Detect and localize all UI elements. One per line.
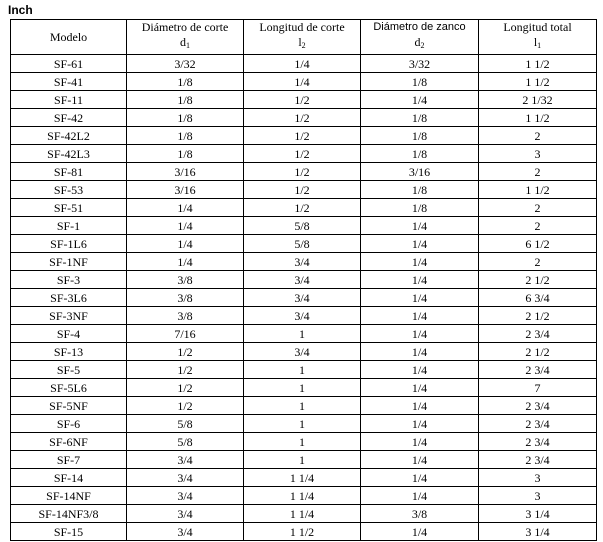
cut-length-cell: 1/4	[244, 55, 361, 73]
shank-diameter-cell: 1/4	[361, 397, 479, 415]
cut-length-cell: 1/4	[244, 73, 361, 91]
table-row	[11, 145, 597, 163]
model-cell: SF-5L6	[11, 379, 127, 397]
cut-diameter-cell: 3/8	[127, 307, 244, 325]
shank-diameter-cell: 1/4	[361, 343, 479, 361]
total-length-cell: 1 1/2	[479, 181, 597, 199]
table-row	[11, 271, 597, 289]
specifications-table	[10, 19, 597, 541]
table-row	[11, 523, 597, 541]
total-length-cell: 3	[479, 487, 597, 505]
model-cell: SF-53	[11, 181, 127, 199]
cut-diameter-cell: 3/16	[127, 181, 244, 199]
cut-diameter-cell: 5/8	[127, 415, 244, 433]
shank-diameter-cell: 1/4	[361, 361, 479, 379]
cut-length-cell: 1/2	[244, 127, 361, 145]
header-cut-length-label: Longitud de corte	[259, 20, 345, 34]
cut-length-cell: 3/4	[244, 253, 361, 271]
table-row	[11, 487, 597, 505]
cut-length-cell: 5/8	[244, 217, 361, 235]
cut-length-cell: 1/2	[244, 109, 361, 127]
header-total-length-symbol: $l_1$	[533, 35, 542, 50]
total-length-cell: 2 3/4	[479, 361, 597, 379]
table-header	[11, 20, 597, 55]
cut-diameter-cell: 1/2	[127, 361, 244, 379]
cut-diameter-cell: 1/4	[127, 217, 244, 235]
shank-diameter-cell: 3/8	[361, 505, 479, 523]
total-length-cell: 2 1/2	[479, 343, 597, 361]
cut-length-cell: 1	[244, 451, 361, 469]
shank-diameter-cell: 1/8	[361, 145, 479, 163]
table-row	[11, 73, 597, 91]
model-cell: SF-81	[11, 163, 127, 181]
total-length-cell: 2	[479, 253, 597, 271]
cut-diameter-cell: 3/8	[127, 271, 244, 289]
cut-diameter-cell: 3/4	[127, 451, 244, 469]
model-cell: SF-3NF	[11, 307, 127, 325]
model-cell: SF-1L6	[11, 235, 127, 253]
model-cell: SF-14NF	[11, 487, 127, 505]
cut-diameter-cell: 1/8	[127, 73, 244, 91]
model-cell: SF-6	[11, 415, 127, 433]
cut-diameter-cell: 3/16	[127, 163, 244, 181]
table-row	[11, 235, 597, 253]
total-length-cell: 2 3/4	[479, 433, 597, 451]
total-length-cell: 6 3/4	[479, 289, 597, 307]
model-cell: SF-15	[11, 523, 127, 541]
model-cell: SF-6NF	[11, 433, 127, 451]
total-length-cell: 3 1/4	[479, 505, 597, 523]
cut-diameter-cell: 1/4	[127, 253, 244, 271]
shank-diameter-cell: 1/4	[361, 271, 479, 289]
shank-diameter-cell: 1/4	[361, 523, 479, 541]
shank-diameter-cell: 1/4	[361, 289, 479, 307]
shank-diameter-cell: 1/4	[361, 253, 479, 271]
table-row	[11, 181, 597, 199]
total-length-cell: 2 3/4	[479, 397, 597, 415]
table-row	[11, 217, 597, 235]
cut-length-cell: 1/2	[244, 91, 361, 109]
total-length-cell: 2	[479, 163, 597, 181]
cut-length-cell: 1/2	[244, 145, 361, 163]
table-row	[11, 397, 597, 415]
total-length-cell: 2 1/2	[479, 271, 597, 289]
cut-diameter-cell: 3/32	[127, 55, 244, 73]
total-length-cell: 6 1/2	[479, 235, 597, 253]
model-cell: SF-11	[11, 91, 127, 109]
model-cell: SF-5	[11, 361, 127, 379]
table-row	[11, 163, 597, 181]
cut-diameter-cell: 3/4	[127, 523, 244, 541]
cut-diameter-cell: 1/8	[127, 145, 244, 163]
total-length-cell: 3	[479, 145, 597, 163]
total-length-cell: 1 1/2	[479, 109, 597, 127]
header-cut-diameter-label: Diámetro de corte	[141, 20, 229, 34]
table-row	[11, 361, 597, 379]
cut-length-cell: 1	[244, 379, 361, 397]
cut-diameter-cell: 1/8	[127, 91, 244, 109]
shank-diameter-cell: 1/4	[361, 325, 479, 343]
cut-diameter-cell: 1/4	[127, 235, 244, 253]
shank-diameter-cell: 1/4	[361, 451, 479, 469]
cut-length-cell: 1 1/4	[244, 469, 361, 487]
total-length-cell: 2 1/32	[479, 91, 597, 109]
cut-diameter-cell: 3/8	[127, 289, 244, 307]
total-length-cell: 2 3/4	[479, 451, 597, 469]
shank-diameter-cell: 1/8	[361, 127, 479, 145]
header-cut-diameter	[127, 20, 244, 55]
table-row	[11, 127, 597, 145]
cut-length-cell: 1/2	[244, 163, 361, 181]
shank-diameter-cell: 1/4	[361, 91, 479, 109]
shank-diameter-cell: 3/32	[361, 55, 479, 73]
table-row	[11, 91, 597, 109]
table-row	[11, 307, 597, 325]
shank-diameter-cell: 1/4	[361, 487, 479, 505]
total-length-cell: 3 1/4	[479, 523, 597, 541]
total-length-cell: 2	[479, 217, 597, 235]
cut-length-cell: 3/4	[244, 289, 361, 307]
table-body	[11, 55, 597, 541]
header-row	[11, 20, 597, 55]
header-shank-diameter	[361, 20, 479, 55]
table-row	[11, 253, 597, 271]
shank-diameter-cell: 1/4	[361, 433, 479, 451]
cut-diameter-cell: 1/4	[127, 199, 244, 217]
model-cell: SF-1	[11, 217, 127, 235]
table-row	[11, 55, 597, 73]
total-length-cell: 1 1/2	[479, 73, 597, 91]
table-row	[11, 289, 597, 307]
table-row	[11, 469, 597, 487]
shank-diameter-cell: 3/16	[361, 163, 479, 181]
cut-length-cell: 3/4	[244, 307, 361, 325]
cut-length-cell: 1	[244, 415, 361, 433]
cut-diameter-cell: 1/8	[127, 127, 244, 145]
model-cell: SF-3	[11, 271, 127, 289]
shank-diameter-cell: 1/8	[361, 199, 479, 217]
cut-length-cell: 3/4	[244, 271, 361, 289]
header-cut-diameter-symbol: $d_1$	[180, 35, 190, 50]
table-row	[11, 451, 597, 469]
table-row	[11, 343, 597, 361]
model-cell: SF-3L6	[11, 289, 127, 307]
total-length-cell: 2	[479, 127, 597, 145]
cut-length-cell: 1 1/2	[244, 523, 361, 541]
model-cell: SF-41	[11, 73, 127, 91]
header-cut-length-symbol: $l_2$	[298, 35, 306, 50]
table-caption: Inch	[8, 3, 33, 17]
shank-diameter-cell: 1/4	[361, 469, 479, 487]
cut-length-cell: 1/2	[244, 199, 361, 217]
total-length-cell: 2 3/4	[479, 325, 597, 343]
cut-length-cell: 1	[244, 397, 361, 415]
table-row	[11, 109, 597, 127]
table-row	[11, 415, 597, 433]
model-cell: SF-14NF3/8	[11, 505, 127, 523]
shank-diameter-cell: 1/4	[361, 379, 479, 397]
total-length-cell: 2	[479, 199, 597, 217]
model-cell: SF-1NF	[11, 253, 127, 271]
cut-length-cell: 1 1/4	[244, 487, 361, 505]
model-cell: SF-7	[11, 451, 127, 469]
cut-length-cell: 5/8	[244, 235, 361, 253]
cut-diameter-cell: 1/2	[127, 343, 244, 361]
cut-length-cell: 1	[244, 433, 361, 451]
total-length-cell: 1 1/2	[479, 55, 597, 73]
total-length-cell: 3	[479, 469, 597, 487]
header-shank-diameter-label: Diámetro de zanco	[373, 21, 466, 33]
model-cell: SF-14	[11, 469, 127, 487]
header-model	[11, 20, 127, 55]
shank-diameter-cell: 1/8	[361, 181, 479, 199]
cut-length-cell: 1/2	[244, 181, 361, 199]
total-length-cell: 7	[479, 379, 597, 397]
model-cell: SF-61	[11, 55, 127, 73]
model-cell: SF-4	[11, 325, 127, 343]
model-cell: SF-42	[11, 109, 127, 127]
cut-length-cell: 3/4	[244, 343, 361, 361]
header-shank-diameter-symbol: $d_2$	[414, 35, 425, 50]
cut-diameter-cell: 1/8	[127, 109, 244, 127]
cut-diameter-cell: 5/8	[127, 433, 244, 451]
shank-diameter-cell: 1/8	[361, 109, 479, 127]
cut-diameter-cell: 7/16	[127, 325, 244, 343]
model-cell: SF-42L3	[11, 145, 127, 163]
cut-length-cell: 1	[244, 325, 361, 343]
model-cell: SF-42L2	[11, 127, 127, 145]
shank-diameter-cell: 1/4	[361, 415, 479, 433]
shank-diameter-cell: 1/4	[361, 307, 479, 325]
header-model-label: Modelo	[49, 29, 88, 44]
table-row	[11, 433, 597, 451]
table-row	[11, 199, 597, 217]
table-row	[11, 505, 597, 523]
model-cell: SF-5NF	[11, 397, 127, 415]
header-cut-length	[244, 20, 361, 55]
model-cell: SF-51	[11, 199, 127, 217]
header-total-length	[479, 20, 597, 55]
table-row	[11, 379, 597, 397]
total-length-cell: 2 3/4	[479, 415, 597, 433]
cut-diameter-cell: 1/2	[127, 379, 244, 397]
cut-length-cell: 1	[244, 361, 361, 379]
cut-length-cell: 1 1/4	[244, 505, 361, 523]
cut-diameter-cell: 1/2	[127, 397, 244, 415]
cut-diameter-cell: 3/4	[127, 505, 244, 523]
cut-diameter-cell: 3/4	[127, 487, 244, 505]
cut-diameter-cell: 3/4	[127, 469, 244, 487]
total-length-cell: 2 1/2	[479, 307, 597, 325]
shank-diameter-cell: 1/8	[361, 73, 479, 91]
shank-diameter-cell: 1/4	[361, 235, 479, 253]
table-row	[11, 325, 597, 343]
header-total-length-label: Longitud total	[503, 20, 572, 34]
shank-diameter-cell: 1/4	[361, 217, 479, 235]
model-cell: SF-13	[11, 343, 127, 361]
